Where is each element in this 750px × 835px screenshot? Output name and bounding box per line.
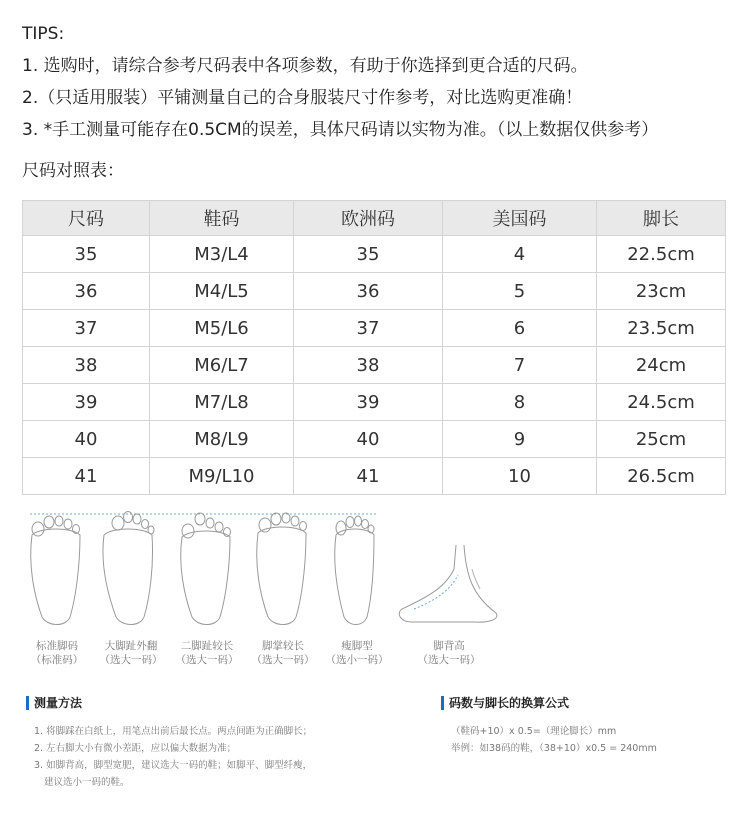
table-cell: 9 <box>443 421 597 458</box>
measure-step: 3. 如脚背高，脚型宽肥，建议选大一码的鞋；如脚平、脚型纤瘦， <box>34 760 313 771</box>
formula-example: 举例：如38码的鞋，（38+10）x0.5 = 240mm <box>451 743 657 754</box>
table-cell: 23cm <box>597 273 726 310</box>
foot-caption: 瘦脚型 （选小一码） <box>325 640 389 666</box>
table-cell: 39 <box>294 384 443 421</box>
foot-high-instep <box>394 505 504 675</box>
foot-outline-icon <box>248 505 318 630</box>
foot-caption: 标准脚码 （标准码） <box>30 640 84 666</box>
table-row <box>23 310 726 347</box>
measure-step: 1. 将脚踩在白纸上，用笔点出前后最长点。两点间距为正确脚长； <box>34 726 313 737</box>
column-header: 鞋码 <box>150 201 294 236</box>
foot-outline-icon <box>96 505 166 630</box>
column-header: 美国码 <box>443 201 597 236</box>
table-cell: 37 <box>23 310 150 347</box>
table-cell: 40 <box>23 421 150 458</box>
table-cell: 24cm <box>597 347 726 384</box>
foot-outline-icon <box>172 505 242 630</box>
table-cell: 41 <box>294 458 443 495</box>
column-header: 脚长 <box>597 201 726 236</box>
table-cell: M7/L8 <box>150 384 294 421</box>
column-header: 尺码 <box>23 201 150 236</box>
tip-line-1: 1. 选购时，请综合参考尺码表中各项参数，有助于你选择到更合适的尺码。 <box>22 56 588 76</box>
table-row <box>23 273 726 310</box>
foot-caption: 二脚趾较长 （选大一码） <box>175 640 239 666</box>
table-cell: 39 <box>23 384 150 421</box>
measure-method-list <box>34 723 312 791</box>
table-header-row <box>23 201 726 236</box>
table-cell: 4 <box>443 236 597 273</box>
measure-method-heading: 测量方法 <box>26 695 82 711</box>
column-header: 欧洲码 <box>294 201 443 236</box>
table-row <box>23 458 726 495</box>
table-row <box>23 421 726 458</box>
tip-line-3: 3. *手工测量可能存在0.5CM的误差，具体尺码请以实物为准。（以上数据仅供参考） <box>22 120 659 140</box>
table-cell: M9/L10 <box>150 458 294 495</box>
formula-list <box>451 723 657 757</box>
table-cell: M3/L4 <box>150 236 294 273</box>
foot-type-illustrations <box>22 505 502 675</box>
measure-step: 建议选小一码的鞋。 <box>44 777 130 788</box>
table-cell: 25cm <box>597 421 726 458</box>
table-cell: 38 <box>23 347 150 384</box>
table-cell: 22.5cm <box>597 236 726 273</box>
tips-heading: TIPS: <box>22 24 65 44</box>
tip-line-2: 2.（只适用服装）平铺测量自己的合身服装尺寸作参考，对比选购更准确！ <box>22 88 583 108</box>
table-cell: M6/L7 <box>150 347 294 384</box>
table-cell: 36 <box>23 273 150 310</box>
table-cell: 23.5cm <box>597 310 726 347</box>
foot-outline-icon <box>322 505 392 630</box>
table-cell: 41 <box>23 458 150 495</box>
foot-caption: 脚掌较长 （选大一码） <box>251 640 315 666</box>
table-cell: 7 <box>443 347 597 384</box>
size-table <box>22 200 726 495</box>
foot-outline-icon <box>22 505 92 630</box>
table-cell: 40 <box>294 421 443 458</box>
table-cell: 37 <box>294 310 443 347</box>
table-title: 尺码对照表： <box>22 161 124 181</box>
table-cell: 35 <box>294 236 443 273</box>
tips-section <box>22 18 742 146</box>
foot-slim <box>322 505 392 675</box>
table-cell: M8/L9 <box>150 421 294 458</box>
formula-line: （鞋码+10）x 0.5=（理论脚长）mm <box>451 726 617 737</box>
table-row <box>23 347 726 384</box>
table-row <box>23 384 726 421</box>
foot-side-outline-icon <box>394 505 504 630</box>
foot-caption: 脚背高 （选大一码） <box>417 640 481 666</box>
table-row <box>23 236 726 273</box>
table-cell: M5/L6 <box>150 310 294 347</box>
table-cell: 10 <box>443 458 597 495</box>
table-cell: M4/L5 <box>150 273 294 310</box>
table-cell: 24.5cm <box>597 384 726 421</box>
table-cell: 36 <box>294 273 443 310</box>
table-cell: 6 <box>443 310 597 347</box>
table-cell: 5 <box>443 273 597 310</box>
formula-heading: 码数与脚长的换算公式 <box>441 695 569 711</box>
measure-step: 2. 左右脚大小有微小差距，应以偏大数据为准； <box>34 743 237 754</box>
foot-caption: 大脚趾外翻 （选大一码） <box>99 640 163 666</box>
table-cell: 26.5cm <box>597 458 726 495</box>
table-cell: 38 <box>294 347 443 384</box>
table-cell: 8 <box>443 384 597 421</box>
table-cell: 35 <box>23 236 150 273</box>
